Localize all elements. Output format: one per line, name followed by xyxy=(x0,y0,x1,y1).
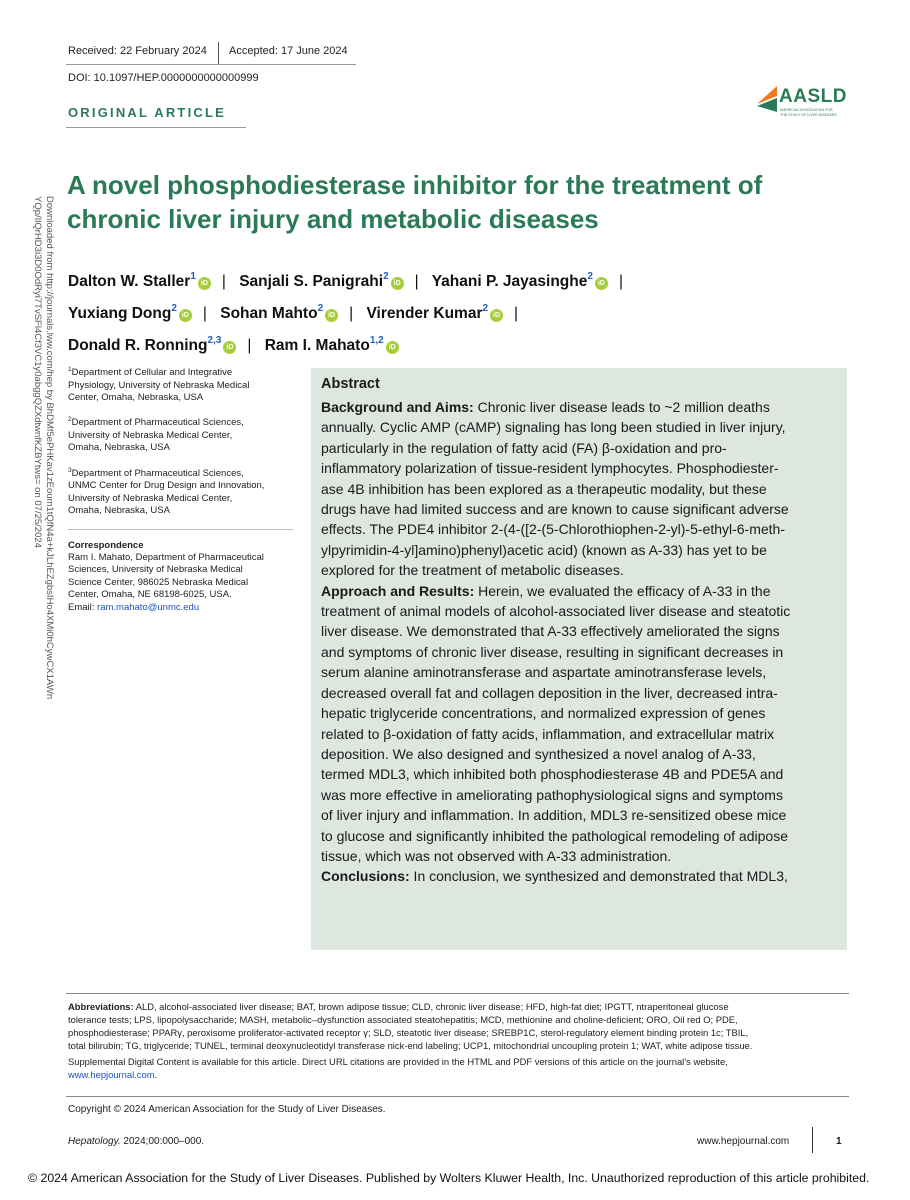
author-affiliation-sup: 1,2 xyxy=(369,335,384,347)
affiliation-rule xyxy=(68,529,293,530)
correspondence-line: Center, Omaha, NE 68198-6025, USA. xyxy=(68,589,232,601)
affiliation-line: Department of Cellular and Integrative xyxy=(71,367,233,379)
orcid-icon[interactable]: iD xyxy=(490,309,503,322)
journal-name: Hepatology. xyxy=(68,1136,121,1147)
author-name[interactable]: Sanjali S. Panigrahi xyxy=(239,273,384,291)
author-affiliation-sup: 2 xyxy=(171,303,177,315)
abstract-line: hepatic triglyceride concentrations, and normalized expression of genes xyxy=(321,705,766,722)
abbreviations-line: total bilirubin; TG, triglyceride; TUNEL, terminal deoxynucleotidyl transferase nick-end labeling; UCP1, mitochondrial uncoupling protein 1; WAT, white adipose tissue. xyxy=(68,1040,753,1051)
abstract-box xyxy=(311,368,847,950)
author-name[interactable]: Yuxiang Dong xyxy=(68,305,172,323)
author-affiliation-sup: 2 xyxy=(317,303,324,315)
abstract-line: to glucose and significantly inhibited the pathological remodeling of adipose xyxy=(321,827,788,844)
abstract-line: inflammatory polarization of tissue-resident lymphocytes. Phosphodiester- xyxy=(321,460,779,477)
download-watermark-line: YQp/IlQrHD3i3D0OdRyi7TvSFl4Cf3VC1y0abggQZXdtwnfKZBYtws= on 07/25/2024 xyxy=(32,196,43,548)
header-rule xyxy=(66,64,356,65)
author-row xyxy=(68,264,848,296)
author-separator: | xyxy=(349,305,354,323)
supplemental-end: . xyxy=(154,1069,158,1080)
abstract-line: liver disease. We demonstrated that A-33 effectively ameliorated the signs xyxy=(321,623,780,640)
article-type-rule xyxy=(66,127,246,128)
orcid-icon[interactable]: iD xyxy=(223,341,236,354)
email-link[interactable]: ram.mahato@unmc.edu xyxy=(97,601,200,613)
author-affiliation-sup: 2 xyxy=(482,303,489,315)
abstract-line: Chronic liver disease leads to ~2 million deaths xyxy=(473,399,770,415)
affiliation-line: Omaha, Nebraska, USA xyxy=(68,505,170,517)
correspondence-line: Ram I. Mahato, Department of Pharmaceutical xyxy=(68,551,264,563)
abstract-approach-label: Approach and Results: xyxy=(321,582,475,599)
orcid-icon[interactable]: iD xyxy=(386,341,399,354)
orcid-icon[interactable]: iD xyxy=(179,309,192,322)
article-type: ORIGINAL ARTICLE xyxy=(68,105,226,120)
title-line-2: chronic liver injury and metabolic diseases xyxy=(67,204,599,234)
abstract-line: deposition. We also designed and synthesized a novel analog of A-33, xyxy=(321,745,756,762)
journal-website-link[interactable]: www.hepjournal.com xyxy=(68,1069,155,1080)
citation-detail: 2024;00:000–000. xyxy=(120,1136,205,1147)
aasld-logo-tagline-1: AMERICAN ASSOCIATION FOR xyxy=(780,108,833,112)
abstract-background xyxy=(321,397,839,581)
author-name[interactable]: Donald R. Ronning xyxy=(68,337,208,355)
affiliation-line: University of Nebraska Medical Center, xyxy=(68,429,233,441)
abstract-line: effects. The PDE4 inhibitor 2-(4-([2-(5-Chlorothiophen-2-yl)-5-ethyl-6-meth- xyxy=(321,521,785,538)
doi[interactable]: DOI: 10.1097/HEP.0000000000000999 xyxy=(68,72,259,84)
copyright-line: Copyright © 2024 American Association for the Study of Liver Diseases. xyxy=(68,1104,386,1115)
affiliations xyxy=(68,364,300,614)
author-separator: | xyxy=(202,305,207,323)
correspondence-heading: Correspondence xyxy=(68,539,144,551)
affiliation-line: UNMC Center for Drug Design and Innovation, xyxy=(68,480,265,492)
abstract-line: tissue, which was not observed with A-33 administration. xyxy=(321,847,672,864)
author-name[interactable]: Sohan Mahto xyxy=(220,305,318,323)
orcid-icon[interactable]: iD xyxy=(391,277,404,290)
abbreviations-label: Abbreviations: xyxy=(68,1001,134,1012)
correspondence-line: Science Center, 986025 Nebraska Medical xyxy=(68,576,249,588)
affiliation-line: Omaha, Nebraska, USA xyxy=(68,442,170,454)
copyright-rule xyxy=(66,1096,849,1097)
abbreviations xyxy=(68,1000,853,1081)
abstract-line: termed MDL3, which inhibited both phosphodiesterase 4B and PDE5A and xyxy=(321,766,784,783)
abstract-line: annually. Cyclic AMP (cAMP) signaling has long been studied in liver injury, xyxy=(321,419,786,436)
abstract-conclusions xyxy=(321,866,839,886)
aasld-logo xyxy=(755,82,850,122)
accepted-date: Accepted: 17 June 2024 xyxy=(229,45,348,57)
journal-citation xyxy=(68,1136,204,1147)
author-name[interactable]: Yahani P. Jayasinghe xyxy=(431,273,588,291)
aasld-logo-tagline-2: THE STUDY OF LIVER DISEASES xyxy=(780,113,837,117)
received-date: Received: 22 February 2024 xyxy=(68,45,207,57)
author-list xyxy=(68,264,848,360)
download-watermark xyxy=(31,196,55,700)
author-name[interactable]: Ram I. Mahato xyxy=(264,337,370,355)
affiliation-line: Department of Pharmaceutical Sciences, xyxy=(71,417,244,429)
affiliation xyxy=(68,465,300,518)
affiliation-line: University of Nebraska Medical Center, xyxy=(68,492,233,504)
author-affiliation-sup: 2,3 xyxy=(207,335,222,347)
abstract-line: explored for the treatment of metabolic diseases. xyxy=(321,562,624,579)
abstract-line: In conclusion, we synthesized and demonstrated that MDL3, xyxy=(409,868,788,885)
abbreviations-line: phosphodiesterase; PPARγ, peroxisome proliferator-activated receptor γ; SLD, steatotic liver disease; SREBP1C, sterol-regulatory element binding protein 1c; TBIL, xyxy=(68,1027,749,1038)
reproduction-notice: © 2024 American Association for the Study of Liver Diseases. Published by Wolters Kluwer Health, Inc. Unauthorized reproduction of this article prohibited. xyxy=(28,1171,870,1185)
author-name[interactable]: Virender Kumar xyxy=(366,305,483,323)
abstract-line: Herein, we evaluated the efficacy of A-33 in the xyxy=(474,582,771,599)
download-watermark-line: Downloaded from http://journals.lww.com/hep by BhDMf5ePHKav1zEoum1tQfN4a+kJLhEZgbsIHo4XMi0hCywCX1AWn xyxy=(44,196,55,700)
affiliation-sup: 3 xyxy=(68,466,72,474)
affiliation xyxy=(68,364,300,404)
abstract-background-label: Background and Aims: xyxy=(321,399,474,415)
abstract-line: was more effective in ameliorating pathophysiological signs and symptoms xyxy=(321,786,783,803)
author-separator: | xyxy=(514,305,519,323)
abstract-conclusions-label: Conclusions: xyxy=(321,868,410,885)
orcid-icon[interactable]: iD xyxy=(198,277,211,290)
supplemental-note: Supplemental Digital Content is available for this article. Direct URL citations are provided in the HTML and PDF versions of this article on the journal’s website, xyxy=(68,1056,728,1067)
title-line-1: A novel phosphodiesterase inhibitor for the treatment of xyxy=(67,170,763,200)
abstract-line: ylpyrimidin-4-yl]amino)phenyl)acetic acid) (known as A-33) has yet to be xyxy=(321,541,767,558)
abstract-line: treatment of animal models of alcohol-associated liver disease and steatotic xyxy=(321,603,791,620)
abstract-line: related to β-oxidation of fatty acids, inflammation, and extracellular matrix xyxy=(321,725,775,742)
affiliation-line: Physiology, University of Nebraska Medical xyxy=(68,379,250,391)
abstract-line: decreased overall fat and collagen deposition in the liver, decreased intra- xyxy=(321,684,778,701)
footer-separator xyxy=(812,1127,813,1153)
correspondence xyxy=(68,540,300,614)
author-affiliation-sup: 2 xyxy=(587,271,593,282)
abstract-line: and symptoms of chronic liver disease, resulting in significant decreases in xyxy=(321,643,784,660)
abstract-line: of liver injury and inflammation. In addition, MDL3 re-sensitized obese mice xyxy=(321,807,787,824)
abstract-line: drugs have had limited success and are known to cause significant adverse xyxy=(321,501,789,518)
author-row xyxy=(68,296,848,328)
page-number: 1 xyxy=(836,1136,842,1147)
abbreviations-line: tolerance tests; LPS, lipopolysaccharide; MASH, metabolic–dysfunction associated steatohepatitis; MCD, methionine and choline-deficient; ORO, Oil red O; PDE, xyxy=(68,1014,738,1025)
author-separator: | xyxy=(414,273,419,291)
affiliation-sup: 2 xyxy=(68,416,72,424)
author-separator: | xyxy=(221,273,226,291)
orcid-icon[interactable]: iD xyxy=(325,309,338,322)
affiliation xyxy=(68,414,300,454)
author-separator: | xyxy=(247,337,252,355)
affiliation-sup: 1 xyxy=(68,366,72,373)
abstract-line: ase 4B inhibition has been explored as a therapeutic modality, but these xyxy=(321,480,767,497)
orcid-icon[interactable]: iD xyxy=(595,277,608,290)
author-row xyxy=(68,328,848,360)
abstract-line: particularly in the regulation of fatty acid (FA) β-oxidation and pro- xyxy=(321,439,727,456)
author-affiliation-sup: 1 xyxy=(190,271,196,282)
abbreviations-line: ALD, alcohol-associated liver disease; BAT, brown adipose tissue; CLD, chronic liver disease; HFD, high-fat diet; IPGTT, ntraperitoneal glucose xyxy=(133,1001,729,1012)
footer-website[interactable]: www.hepjournal.com xyxy=(697,1136,790,1147)
affiliation-line: Center, Omaha, Nebraska, USA xyxy=(68,391,204,403)
abbreviations-rule xyxy=(66,993,849,994)
affiliation-line: Department of Pharmaceutical Sciences, xyxy=(71,467,244,479)
aasld-logo-text: AASLD xyxy=(779,86,847,107)
abstract-line: serum alanine aminotransferase and aspartate aminotransferase levels, xyxy=(321,664,767,681)
email-label: Email: xyxy=(68,601,98,613)
article-title xyxy=(67,168,847,236)
author-name[interactable]: Dalton W. Staller xyxy=(68,273,191,291)
abstract-heading: Abstract xyxy=(321,376,380,392)
header-separator xyxy=(218,42,219,64)
author-affiliation-sup: 2 xyxy=(383,271,389,282)
correspondence-line: Sciences, University of Nebraska Medical xyxy=(68,564,243,576)
author-separator: | xyxy=(618,273,623,291)
abstract-approach-results xyxy=(321,581,839,867)
